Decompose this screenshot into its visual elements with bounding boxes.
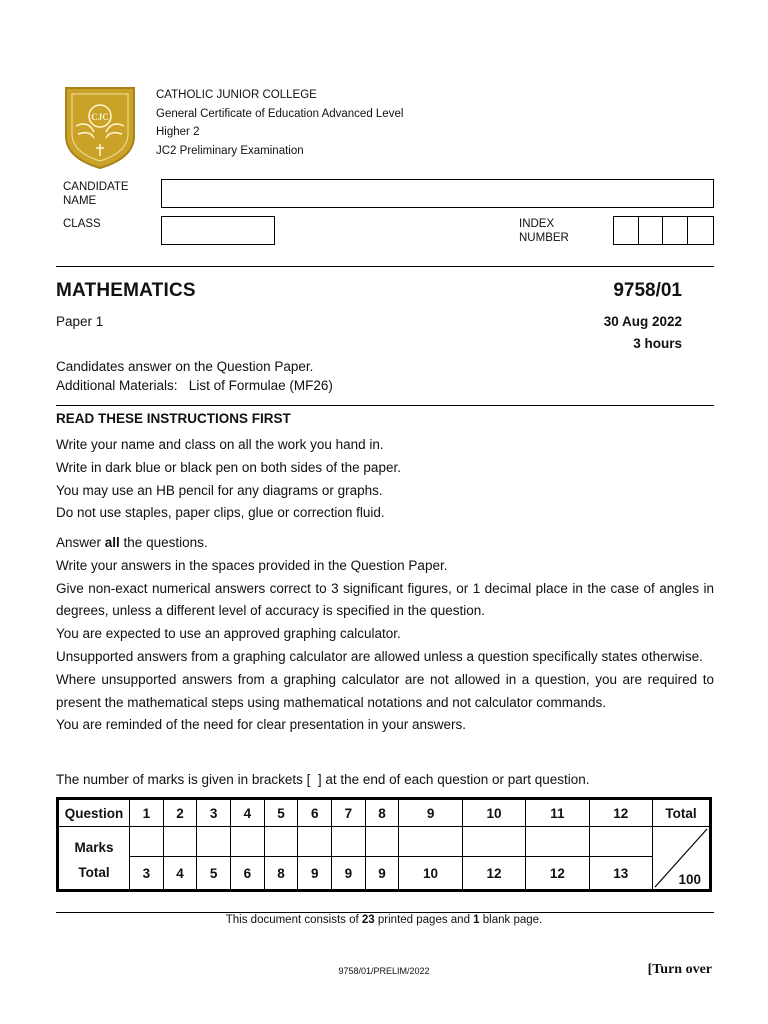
marks-cell[interactable]: [130, 827, 164, 857]
class-field[interactable]: [161, 216, 275, 245]
divider: [56, 912, 714, 913]
grand-total-value: 100: [678, 872, 701, 887]
index-digit-field[interactable]: [662, 216, 688, 245]
marks-note: The number of marks is given in brackets [ ] at the end of each question or part question.: [56, 772, 590, 787]
table-row-marks: [58, 827, 711, 857]
candidate-name-field[interactable]: [161, 179, 714, 208]
turn-over-label: [Turn over: [647, 962, 712, 977]
answer-on-text: Candidates answer on the Question Paper.: [56, 359, 314, 374]
total-label: Total: [58, 857, 130, 891]
blank-page-number: 1: [473, 914, 480, 926]
subject-title: MATHEMATICS: [56, 280, 196, 301]
svg-text:CJC: CJC: [91, 112, 109, 122]
marks-table: [56, 797, 712, 892]
institution-name: CATHOLIC JUNIOR COLLEGE: [156, 89, 317, 101]
total-header: Total: [653, 799, 711, 827]
college-crest-logo: [64, 86, 136, 170]
instruction-line: You may use an HB pencil for any diagrams or graphs.: [56, 482, 383, 498]
exam-date: 30 Aug 2022: [603, 314, 682, 329]
instructions-block-1: [56, 434, 714, 525]
answer-text-bold: all: [104, 535, 120, 550]
question-header: Question: [58, 799, 130, 827]
question-total: 9: [298, 857, 332, 891]
candidate-name-label-line1: CANDIDATE: [63, 181, 129, 193]
divider: [56, 405, 714, 406]
instruction-line: [56, 532, 714, 555]
index-digit-field[interactable]: [613, 216, 639, 245]
marks-cell[interactable]: [332, 827, 366, 857]
question-number: 1: [130, 799, 164, 827]
question-total: 9: [332, 857, 366, 891]
question-total: 9: [365, 857, 399, 891]
exam-duration: 3 hours: [633, 336, 682, 351]
instruction-line: Where unsupported answers from a graphing calculator are not allowed in a question, you are required to present the mathematical steps using mathematical notations and not calculator commands.: [56, 671, 714, 710]
question-number: 7: [332, 799, 366, 827]
instruction-line: Give non-exact numerical answers correct to 3 significant figures, or 1 decimal place in the case of angles in degrees, unless a different level of accuracy is specified in the question.: [56, 580, 714, 619]
class-label: CLASS: [63, 218, 101, 230]
page-count-pre: This document consists of: [225, 914, 362, 926]
question-number: 10: [462, 799, 525, 827]
index-number-label-line1: INDEX: [519, 218, 555, 230]
marks-cell[interactable]: [462, 827, 525, 857]
document-code: 9758/01/PRELIM/2022: [338, 966, 430, 976]
question-number: 11: [526, 799, 589, 827]
question-total: 3: [130, 857, 164, 891]
grand-total-cell[interactable]: [653, 827, 711, 891]
question-total: 12: [526, 857, 589, 891]
instruction-line: Write in dark blue or black pen on both sides of the paper.: [56, 459, 401, 475]
marks-label: Marks: [58, 827, 130, 857]
question-number: 4: [231, 799, 265, 827]
certificate-name: General Certificate of Education Advanced Level: [156, 107, 404, 120]
materials-block: [56, 357, 714, 395]
question-total: 4: [163, 857, 197, 891]
instructions-heading: READ THESE INSTRUCTIONS FIRST: [56, 411, 291, 426]
question-number: 8: [365, 799, 399, 827]
index-number-label-line2: NUMBER: [519, 232, 569, 244]
table-row-questions: [58, 799, 711, 827]
level-name: Higher 2: [156, 126, 200, 138]
answer-text-pre: Answer: [56, 535, 105, 550]
additional-materials-text: Additional Materials: List of Formulae (MF26): [56, 378, 333, 393]
marks-cell[interactable]: [298, 827, 332, 857]
marks-cell[interactable]: [526, 827, 589, 857]
index-digit-field[interactable]: [687, 216, 715, 245]
instruction-line: You are expected to use an approved graphing calculator.: [56, 626, 401, 642]
question-number: 5: [264, 799, 298, 827]
instruction-line: Unsupported answers from a graphing calculator are allowed unless a question specifically states otherwise.: [56, 648, 703, 664]
question-number: 3: [197, 799, 231, 827]
candidate-name-label-line2: NAME: [63, 195, 97, 207]
page-count-post: blank page.: [479, 914, 543, 926]
marks-cell[interactable]: [365, 827, 399, 857]
question-total: 8: [264, 857, 298, 891]
instructions-block-2: [56, 532, 714, 737]
header-text-block: [156, 86, 403, 160]
marks-cell[interactable]: [163, 827, 197, 857]
marks-cell[interactable]: [589, 827, 652, 857]
index-digit-field[interactable]: [638, 216, 664, 245]
divider: [56, 266, 714, 267]
marks-cell[interactable]: [231, 827, 265, 857]
instruction-line: Do not use staples, paper clips, glue or correction fluid.: [56, 505, 385, 521]
question-number: 6: [298, 799, 332, 827]
instruction-line: Write your answers in the spaces provided in the Question Paper.: [56, 557, 448, 573]
index-number-label: [519, 217, 569, 245]
question-total: 6: [231, 857, 265, 891]
marks-cell[interactable]: [197, 827, 231, 857]
instruction-line: Write your name and class on all the work you hand in.: [56, 437, 384, 452]
question-total: 13: [589, 857, 652, 891]
question-number: 12: [589, 799, 652, 827]
marks-cell[interactable]: [264, 827, 298, 857]
question-total: 5: [197, 857, 231, 891]
paper-number: Paper 1: [56, 314, 104, 329]
candidate-name-label: [63, 180, 129, 208]
table-row-totals: [58, 857, 711, 891]
question-total: 10: [399, 857, 462, 891]
page-count-number: 23: [361, 914, 375, 926]
page-count-note: [0, 914, 768, 926]
question-number: 2: [163, 799, 197, 827]
paper-code: 9758/01: [613, 280, 682, 301]
marks-cell[interactable]: [399, 827, 462, 857]
question-number: 9: [399, 799, 462, 827]
answer-text-post: the questions.: [119, 535, 208, 550]
question-total: 12: [462, 857, 525, 891]
page-count-mid: printed pages and: [374, 914, 474, 926]
instruction-line: You are reminded of the need for clear presentation in your answers.: [56, 717, 466, 733]
exam-name: JC2 Preliminary Examination: [156, 144, 304, 157]
